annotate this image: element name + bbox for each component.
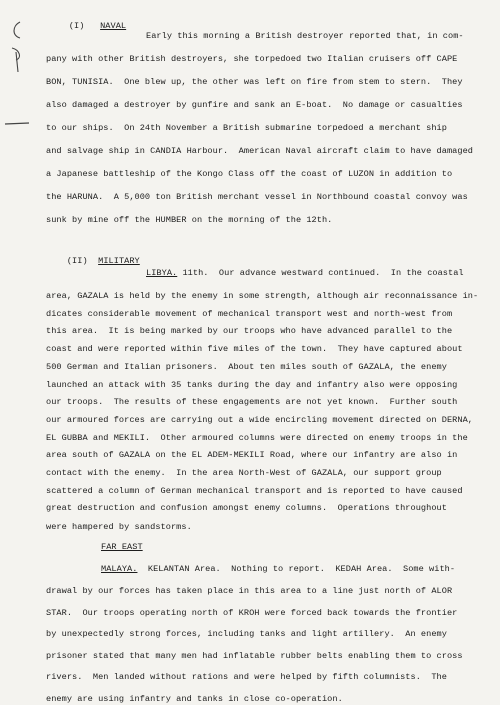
- naval-line: BON, TUNISIA. One blew up, the other was left on fire from stem to stern. They: [46, 77, 463, 87]
- naval-heading-title: NAVAL: [100, 21, 127, 31]
- military-line: launched an attack with 35 tanks during the day and infantry also were opposing: [46, 379, 458, 390]
- military-heading-number: (II): [66, 256, 88, 266]
- naval-line: to our ships. On 24th November a British submarine torpedoed a merchant ship: [46, 123, 447, 133]
- far-east-line: prisoner stated that many men had inflatable rubber belts enabling them to cross: [46, 650, 463, 661]
- margin-annotation-mark: [6, 14, 28, 74]
- military-line: EL GUBBA and MEKILI. Other armoured columns were directed on enemy troops in the: [46, 432, 468, 443]
- military-heading: [46, 243, 140, 279]
- military-line: this area. It is being marked by our troops who have advanced parallel to the: [46, 326, 453, 337]
- naval-line: and salvage ship in CANDIA Harbour. American Naval aircraft claim to have damaged: [46, 146, 473, 156]
- military-heading-title: MILITARY: [98, 256, 140, 266]
- military-line: contact with the enemy. In the area North-West of GAZALA, our support group: [46, 468, 442, 478]
- military-line: 500 German and Italian prisoners. About ten miles south of GAZALA, the enemy: [46, 361, 447, 372]
- malaya-first-text: KELANTAN Area. Nothing to report. KEDAH Area. Some with-: [137, 564, 456, 574]
- military-line: were hampered by sandstorms.: [46, 522, 192, 532]
- far-east-line: rivers. Men landed without rations and were helped by fifth columnists. The: [46, 672, 447, 683]
- far-east-line: drawal by our forces has taken place in this area to a line just north of ALOR: [46, 586, 453, 596]
- naval-line: a Japanese battleship of the Kongo Class off the coast of LUZON in addition to: [46, 169, 453, 179]
- naval-line: pany with other British destroyers, she torpedoed two Italian cruisers off CAPE: [46, 54, 458, 64]
- malaya-label: MALAYA.: [101, 564, 138, 574]
- naval-line: sunk by mine off the HUMBER on the morning of the 12th.: [46, 215, 333, 225]
- libya-first-line: [146, 267, 464, 279]
- libya-first-text: 11th. Our advance westward continued. In the coastal: [177, 268, 464, 278]
- military-line: great destruction and confusion amongst enemy columns. Operations throughout: [46, 503, 447, 514]
- military-line: coast and were reported within five miles of the town. They have captured about: [46, 344, 463, 355]
- naval-line: Early this morning a British destroyer reported that, in com-: [146, 31, 464, 41]
- military-line: area south of GAZALA on the EL ADEM-MEKILI Road, where our infantry are also in: [46, 450, 458, 461]
- military-line: our troops. The results of these engagements are not yet known. Further south: [46, 397, 458, 408]
- margin-dash-mark: [3, 120, 33, 128]
- far-east-line: by unexpectedly strong forces, including tanks and light artillery. An enemy: [46, 629, 447, 640]
- far-east-heading: FAR EAST: [101, 542, 143, 552]
- malaya-first-line: [101, 563, 455, 575]
- libya-label: LIBYA.: [146, 268, 178, 278]
- military-line: scattered a column of German mechanical transport and is reported to have caused: [46, 485, 463, 496]
- military-line: dicates considerable movement of mechanical transport west and north-west from: [46, 308, 453, 319]
- naval-line: also damaged a destroyer by gunfire and sank an E-boat. No damage or casualties: [46, 100, 463, 110]
- far-east-line: enemy are using infantry and tanks in close co-operation.: [46, 694, 343, 704]
- military-line: area, GAZALA is held by the enemy in some strength, although air reconnaissance in-: [46, 291, 479, 301]
- naval-heading: [48, 8, 126, 44]
- naval-line: the HARUNA. A 5,000 ton British merchant vessel in Northbound coastal convoy was: [46, 192, 468, 202]
- naval-heading-number: (I): [68, 21, 85, 31]
- far-east-line: STAR. Our troops operating north of KROH were forced back towards the frontier: [46, 607, 458, 618]
- military-line: our armoured forces are carrying out a wide encircling movement directed on DERNA,: [46, 414, 473, 425]
